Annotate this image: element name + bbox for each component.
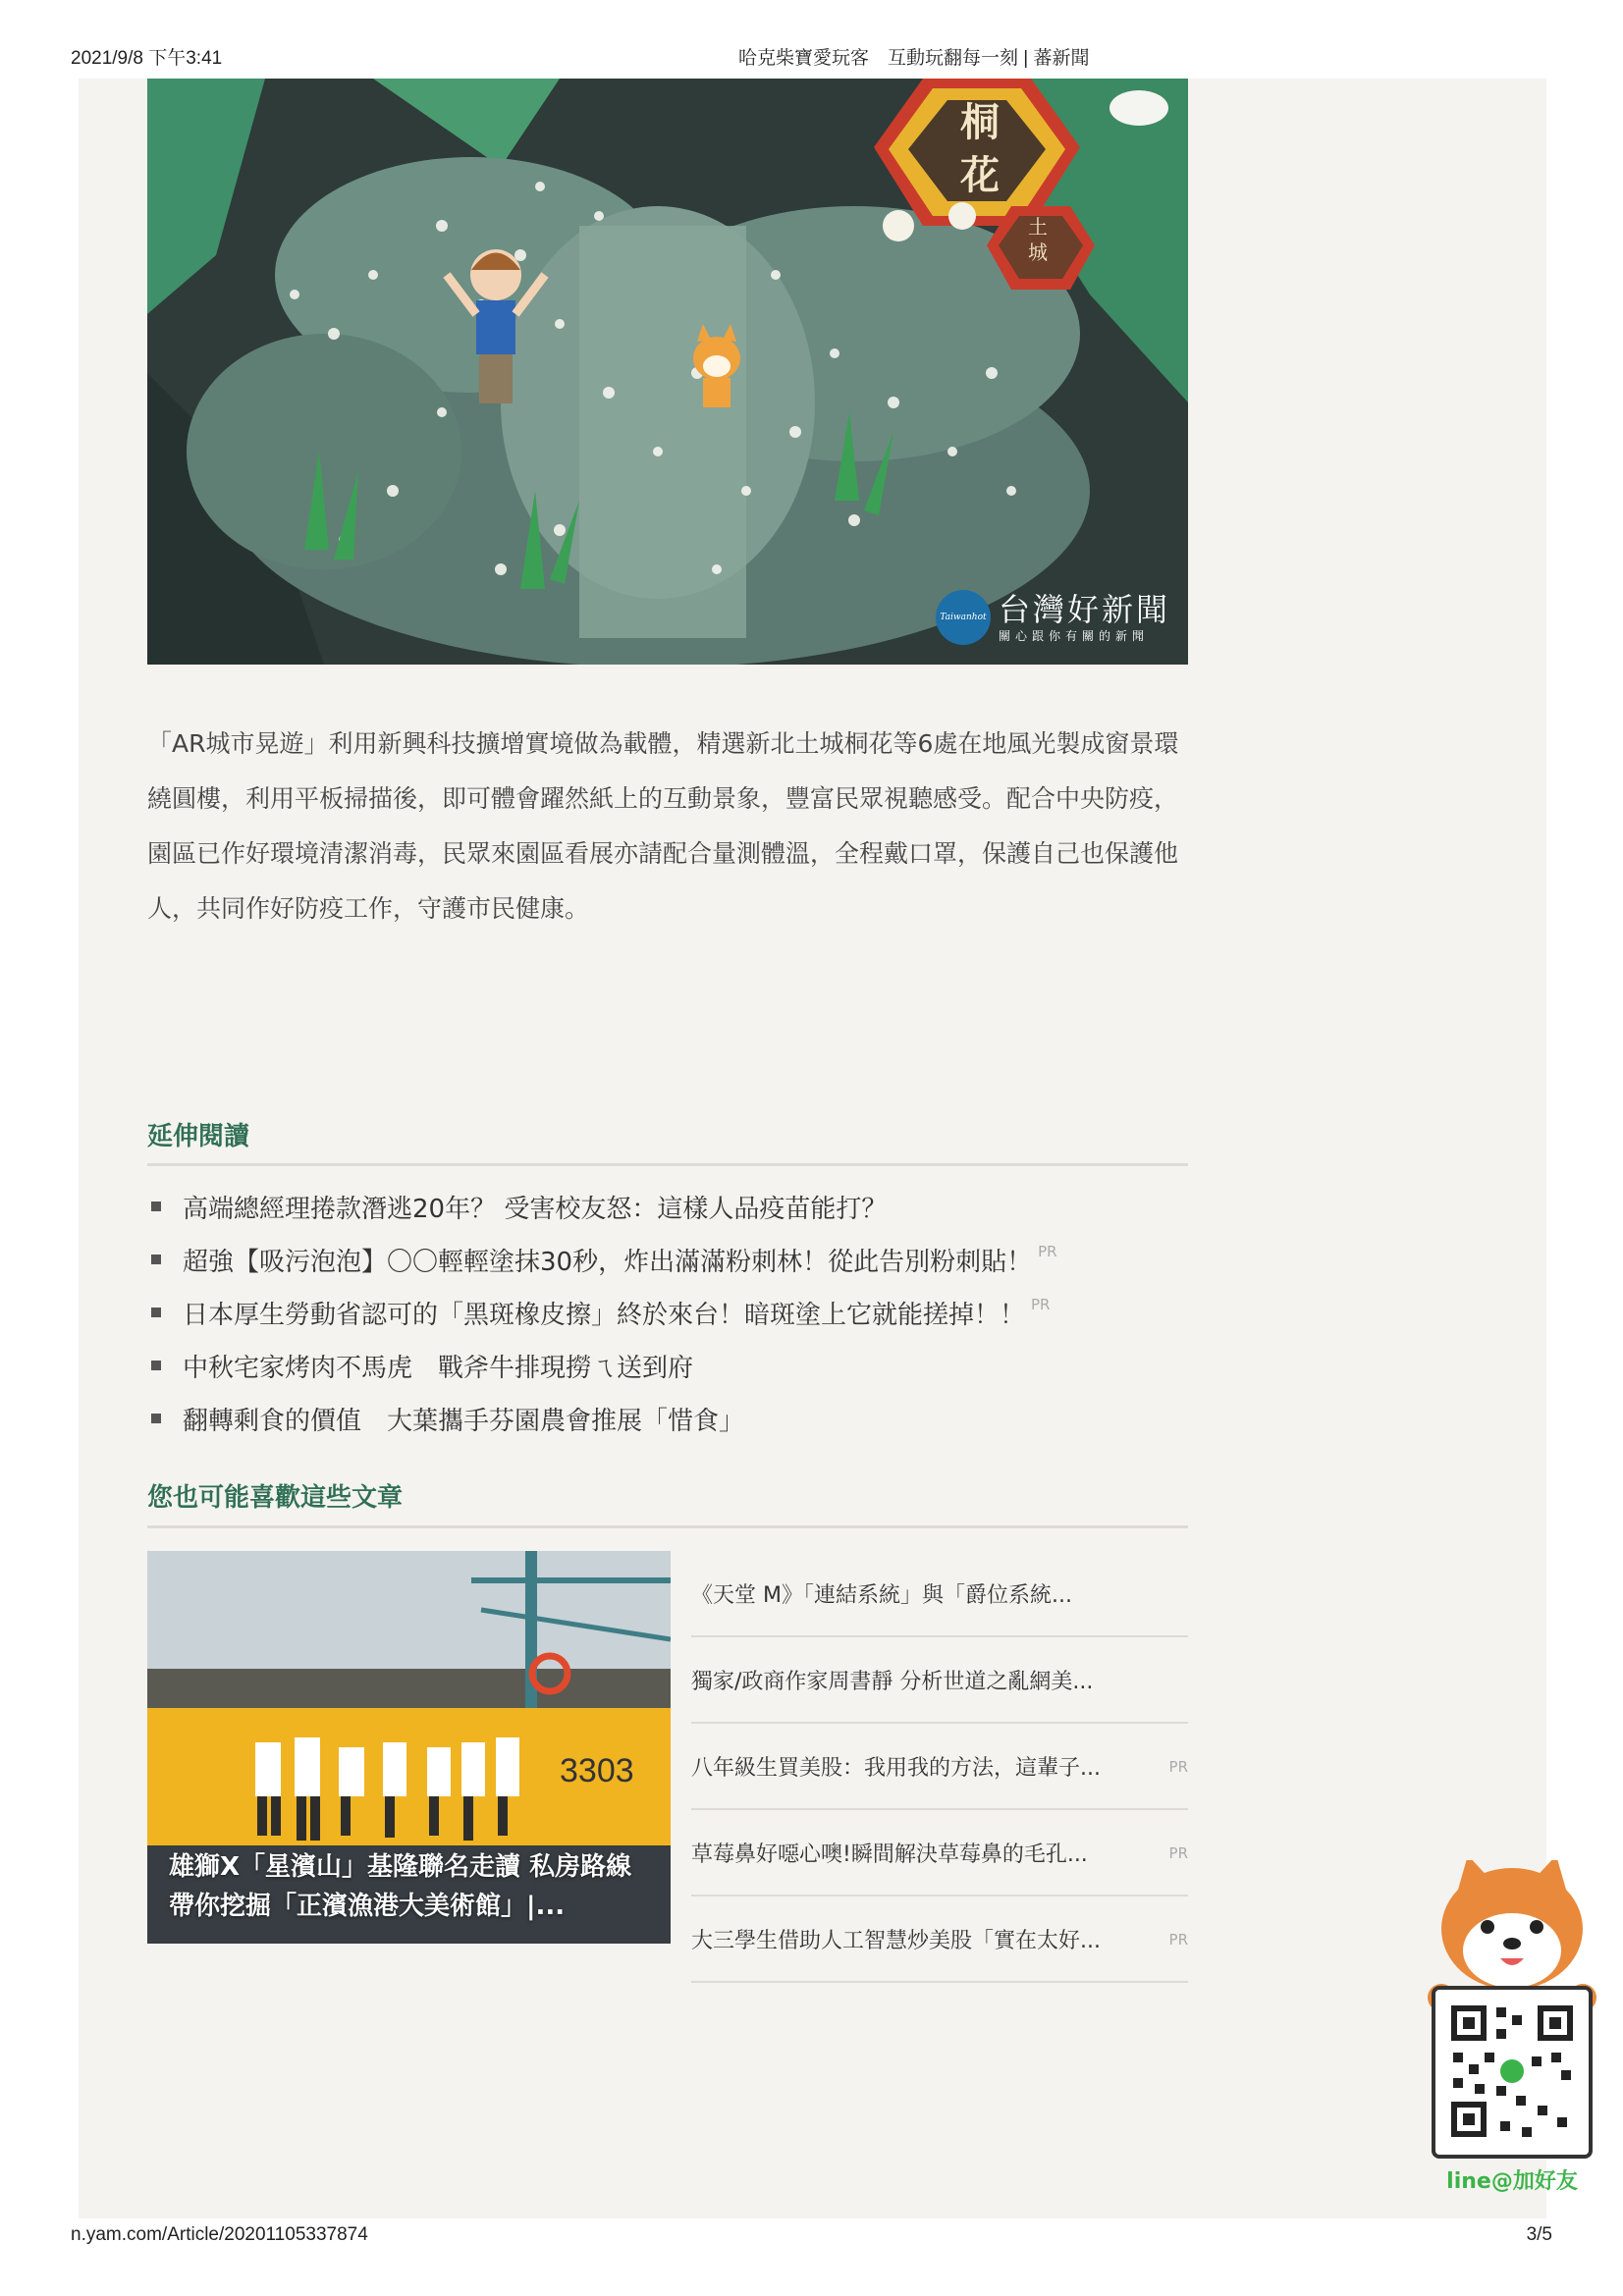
bullet-icon	[151, 1255, 161, 1264]
hero-sign-small-1: 土	[1028, 215, 1048, 239]
tung-blossom-illustration	[147, 79, 1188, 665]
print-footer	[0, 2224, 1623, 2254]
bullet-icon	[151, 1201, 161, 1211]
recommended-list	[691, 1551, 1188, 1983]
extended-reading-link[interactable]: 中秋宅家烤肉不馬虎 戰斧牛排現撈ㄟ送到府	[183, 1353, 694, 1383]
recommended-item[interactable]	[691, 1551, 1188, 1637]
hero-sign-small-2: 城	[1028, 240, 1048, 264]
bullet-icon	[151, 1308, 161, 1317]
extended-reading-item[interactable]	[147, 1286, 1188, 1339]
print-datetime: 2021/9/8 下午3:41	[71, 48, 223, 69]
print-page-title: 哈克柴寶愛玩客 互動玩翻每一刻 | 蕃新聞	[738, 48, 1090, 69]
logo-title: 台灣好新聞	[998, 590, 1170, 628]
recommended-divider	[147, 1525, 1188, 1528]
extended-reading-item[interactable]	[147, 1392, 1188, 1445]
extended-reading-item[interactable]	[147, 1339, 1188, 1392]
print-url: n.yam.com/Article/20201105337874	[71, 2224, 368, 2245]
line-add-friend-widget[interactable]	[1414, 1860, 1610, 2199]
article-paragraph: 「AR城市晃遊」利用新興科技擴增實境做為載體，精選新北土城桐花等6處在地風光製成窗景環繞圓樓，利用平板掃描後，即可體會躍然紙上的互動景象，豐富民眾視聽感受。配合中央防疫，園區已作好環境清潔消毒，民眾來園區看展亦請配合量測體溫，全程戴口罩，保護自己也保護他人，共同作好防疫工作，守護市民健康。	[147, 729, 1179, 923]
recommended-item[interactable]	[691, 1896, 1188, 1983]
taiwanhot-badge-icon: Taiwanhot	[936, 590, 991, 645]
feature-caption[interactable]: 雄獅X「星濱山」基隆聯名走讀 私房路線帶你挖掘「正濱漁港大美術館」|...	[169, 1852, 632, 1921]
recommended-link[interactable]: 獨家/政商作家周書靜 分析世道之亂網美...	[691, 1670, 1094, 1694]
article-hero-image	[147, 79, 1188, 665]
recommended-item[interactable]	[691, 1810, 1188, 1896]
recommended-feature-card[interactable]	[147, 1551, 671, 1944]
recommended-title: 您也可能喜歡這些文章	[147, 1483, 404, 1513]
hero-sign	[950, 96, 1009, 202]
extended-reading-link[interactable]: 日本厚生勞動省認可的「黑斑橡皮擦」終於來台！暗斑塗上它就能搓掉！！	[183, 1300, 1026, 1330]
recommended-item[interactable]	[691, 1724, 1188, 1810]
hero-sign-char-1: 桐	[960, 99, 1000, 145]
extended-reading-link[interactable]: 高端總經理捲款潛逃20年？ 受害校友怒：這樣人品疫苗能打？	[183, 1194, 888, 1224]
recommended-link[interactable]: 《天堂 M》「連結系統」與「爵位系統...	[691, 1583, 1072, 1608]
hero-sign-small	[1023, 214, 1053, 265]
logo-tagline: 關心跟你有關的新聞	[998, 628, 1149, 643]
article-sheet	[79, 79, 1578, 2218]
hero-sign-char-2: 花	[960, 152, 1000, 198]
extended-reading-link[interactable]: 翻轉剩食的價值 大葉攜手芬園農會推展「惜食」	[183, 1406, 745, 1436]
pr-badge: PR	[1031, 1296, 1051, 1313]
recommended-item[interactable]	[691, 1637, 1188, 1724]
extended-reading-title: 延伸閱讀	[147, 1122, 250, 1151]
pr-badge: PR	[1168, 1930, 1188, 1949]
recommended-link[interactable]: 大三學生借助人工智慧炒美股「實在太好...	[691, 1929, 1101, 1953]
ship-number: 3303	[560, 1752, 634, 1789]
line-add-friend-label[interactable]: line@加好友	[1446, 2169, 1578, 2194]
shiba-mascot-qr	[1414, 1860, 1610, 2199]
extended-reading-list	[147, 1180, 1188, 1445]
recommended-link[interactable]: 八年級生買美股：我用我的方法，這輩子...	[691, 1756, 1101, 1781]
pr-badge: PR	[1168, 1843, 1188, 1862]
taiwanhot-logo	[936, 590, 1170, 645]
bullet-icon	[151, 1414, 161, 1423]
extended-reading-item[interactable]	[147, 1180, 1188, 1233]
extended-reading-link[interactable]: 超強【吸污泡泡】〇〇輕輕塗抹30秒，炸出滿滿粉刺林！從此告別粉刺貼！	[183, 1247, 1033, 1277]
extended-reading-divider	[147, 1163, 1188, 1166]
print-page-number: 3/5	[1526, 2224, 1552, 2245]
bullet-icon	[151, 1361, 161, 1370]
pr-badge: PR	[1168, 1757, 1188, 1776]
recommended-link[interactable]: 草莓鼻好噁心噢!瞬間解決草莓鼻的毛孔...	[691, 1842, 1088, 1867]
extended-reading-item[interactable]	[147, 1233, 1188, 1286]
print-header	[0, 43, 1623, 73]
pr-badge: PR	[1038, 1243, 1057, 1260]
